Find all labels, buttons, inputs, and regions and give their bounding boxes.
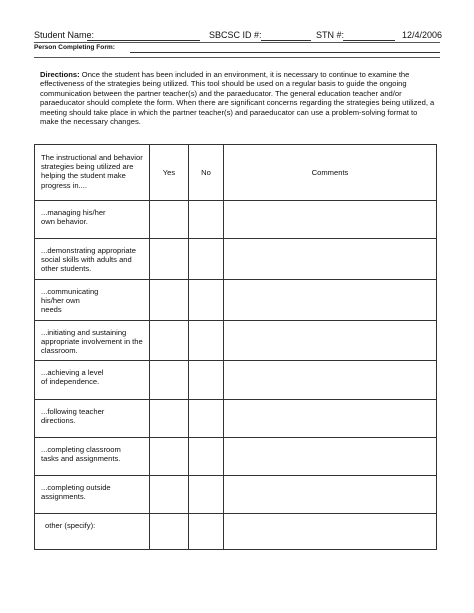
yes-checkbox-cell[interactable] bbox=[150, 400, 189, 438]
row-question-cell bbox=[35, 321, 150, 361]
no-checkbox-cell[interactable] bbox=[189, 280, 224, 321]
table-row bbox=[35, 514, 437, 550]
table-row bbox=[35, 476, 437, 514]
header-no-cell bbox=[189, 145, 224, 201]
person-completing-label: Person Completing Form: bbox=[34, 44, 115, 51]
header-question-text: The instructional and behavior strategies being utilized are helping the student make progress in.... bbox=[41, 153, 143, 190]
person-divider bbox=[34, 57, 440, 58]
stn-field[interactable] bbox=[343, 40, 395, 41]
comments-cell[interactable] bbox=[224, 239, 437, 280]
table-row bbox=[35, 321, 437, 361]
row-question-cell bbox=[35, 438, 150, 476]
comments-cell[interactable] bbox=[224, 438, 437, 476]
no-checkbox-cell[interactable] bbox=[189, 476, 224, 514]
row-question-cell bbox=[35, 201, 150, 239]
no-checkbox-cell[interactable] bbox=[189, 361, 224, 400]
row-question-text: ...achieving a level of independence. bbox=[41, 368, 104, 387]
no-checkbox-cell[interactable] bbox=[189, 201, 224, 239]
table-row bbox=[35, 438, 437, 476]
comments-cell[interactable] bbox=[224, 476, 437, 514]
table-row bbox=[35, 280, 437, 321]
sbcsc-id-field[interactable] bbox=[261, 40, 311, 41]
no-checkbox-cell[interactable] bbox=[189, 400, 224, 438]
row-question-text: ...initiating and sustaining appropriate involvement in the classroom. bbox=[41, 328, 143, 356]
row-question-text: ...managing his/her own behavior. bbox=[41, 208, 106, 227]
yes-checkbox-cell[interactable] bbox=[150, 280, 189, 321]
row-question-cell bbox=[35, 514, 150, 550]
table-row bbox=[35, 400, 437, 438]
comments-cell[interactable] bbox=[224, 361, 437, 400]
row-question-text: ...communicating his/her own needs bbox=[41, 287, 99, 315]
header-divider bbox=[34, 42, 440, 43]
person-completing-row bbox=[34, 44, 440, 56]
directions-text: Once the student has been included in an environment, it is necessary to continue to examine the effectiveness of the strategies being utilized. This tool should be used on a regular basis to guide the ongoing communication between the partner teacher(s) and the paraeducator. The general education teacher and/or paraeducator should complete the form. When there are significant concerns regarding the strategies being utilized, a meeting should take place in which the partner teacher(s) and paraeducator can use a problem-solving format to make the necessary changes. bbox=[40, 70, 435, 127]
header-yes-label: Yes bbox=[162, 167, 176, 177]
yes-checkbox-cell[interactable] bbox=[150, 438, 189, 476]
header-comments-label: Comments bbox=[311, 167, 349, 177]
row-question-text: ...demonstrating appropriate social skills with adults and other students. bbox=[41, 246, 136, 274]
header-yes-cell bbox=[150, 145, 189, 201]
row-question-cell bbox=[35, 361, 150, 400]
table-row bbox=[35, 361, 437, 400]
header-question-cell bbox=[35, 145, 150, 201]
table-header-row bbox=[35, 145, 437, 201]
sbcsc-id-label: SBCSC ID #: bbox=[209, 30, 262, 40]
yes-checkbox-cell[interactable] bbox=[150, 321, 189, 361]
row-question-text: ...completing classroom tasks and assignments. bbox=[41, 445, 121, 464]
no-checkbox-cell[interactable] bbox=[189, 514, 224, 550]
yes-checkbox-cell[interactable] bbox=[150, 514, 189, 550]
directions-paragraph bbox=[40, 70, 436, 126]
no-checkbox-cell[interactable] bbox=[189, 239, 224, 280]
row-question-cell bbox=[35, 400, 150, 438]
comments-cell[interactable] bbox=[224, 201, 437, 239]
row-question-text: ...following teacher directions. bbox=[41, 407, 105, 426]
student-name-label: Student Name: bbox=[34, 30, 95, 40]
comments-cell[interactable] bbox=[224, 400, 437, 438]
header-comments-cell bbox=[224, 145, 437, 201]
row-question-text: ...completing outside assignments. bbox=[41, 483, 111, 502]
comments-cell[interactable] bbox=[224, 280, 437, 321]
yes-checkbox-cell[interactable] bbox=[150, 361, 189, 400]
no-checkbox-cell[interactable] bbox=[189, 321, 224, 361]
comments-cell[interactable] bbox=[224, 514, 437, 550]
header-no-label: No bbox=[201, 167, 211, 177]
table-row bbox=[35, 201, 437, 239]
table-row bbox=[35, 239, 437, 280]
stn-label: STN #: bbox=[316, 30, 345, 40]
yes-checkbox-cell[interactable] bbox=[150, 239, 189, 280]
row-question-cell bbox=[35, 239, 150, 280]
student-name-field[interactable] bbox=[87, 40, 200, 41]
row-question-text: other (specify): bbox=[45, 521, 96, 530]
comments-cell[interactable] bbox=[224, 321, 437, 361]
directions-label: Directions: bbox=[40, 70, 80, 79]
row-question-cell bbox=[35, 476, 150, 514]
no-checkbox-cell[interactable] bbox=[189, 438, 224, 476]
progress-checklist-table bbox=[34, 144, 437, 550]
yes-checkbox-cell[interactable] bbox=[150, 201, 189, 239]
yes-checkbox-cell[interactable] bbox=[150, 476, 189, 514]
row-question-cell bbox=[35, 280, 150, 321]
person-completing-field[interactable] bbox=[130, 52, 440, 53]
form-date: 12/4/2006 bbox=[402, 30, 443, 40]
